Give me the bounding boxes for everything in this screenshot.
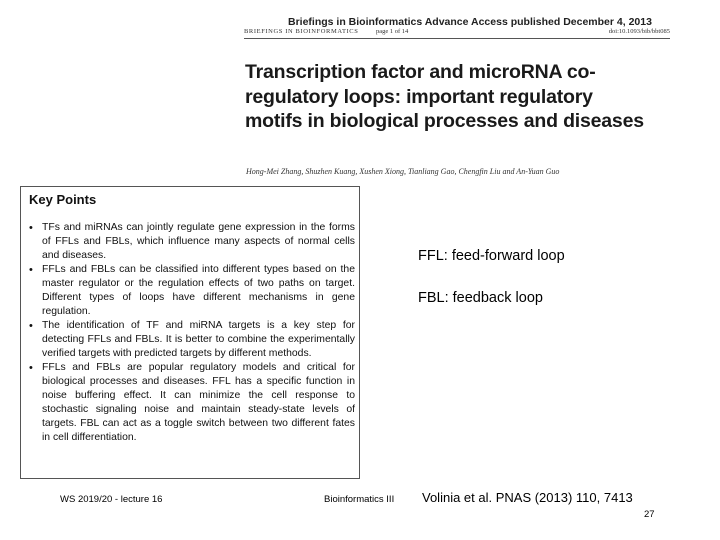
key-point-item: • The identification of TF and miRNA targets is a key step for detecting FFLs and FBLs. It is better to combine the experimentally verified targets with predicted targets by different methods. [29,319,355,361]
key-point-item: • FFLs and FBLs can be classified into different types based on the master regulator or the regulation effects of two paths on target. Different types of loops have different mechanisms in gene regulation. [29,263,355,319]
journal-name: BRIEFINGS IN BIOINFORMATICS [244,28,359,35]
paper-authors: Hong-Mei Zhang, Shuzhen Kuang, Xushen Xiong, Tianliang Gao, Chengfin Liu and An-Yuan Guo [246,167,560,176]
header-rule [244,38,670,39]
page-number: 27 [644,509,655,520]
key-point-item: • FFLs and FBLs are popular regulatory models and critical for biological processes and diseases. FFL has a specific function in noise buffering effect. It can minimize the cell response to stochastic signaling noise and maintain steady-state levels of targets. FBL can act as a toggle switch between two different fates in cell differentiation. [29,361,355,445]
key-point-item: • TFs and miRNAs can jointly regulate gene expression in the forms of FFLs and FBLs, which influence many aspects of normal cells and diseases. [29,221,355,263]
key-points-box [20,186,360,479]
page-info: page 1 of 14 [376,28,409,35]
footer-subject: Bioinformatics III [324,494,395,505]
journal-subheader [244,28,670,38]
definition-fbl: FBL: feedback loop [418,290,543,306]
footer-course: WS 2019/20 - lecture 16 [60,494,163,505]
journal-publication-line: Briefings in Bioinformatics Advance Access published December 4, 2013 [288,16,652,28]
key-points-title: Key Points [29,192,97,207]
paper-title: Transcription factor and microRNA co-regulatory loops: important regulatory motifs in biological processes and diseases [245,61,644,132]
citation: Volinia et al. PNAS (2013) 110, 7413 [422,490,633,505]
key-points-list [29,221,355,445]
definition-ffl: FFL: feed-forward loop [418,248,565,264]
doi: doi:10.1093/bib/bbt085 [608,28,670,35]
